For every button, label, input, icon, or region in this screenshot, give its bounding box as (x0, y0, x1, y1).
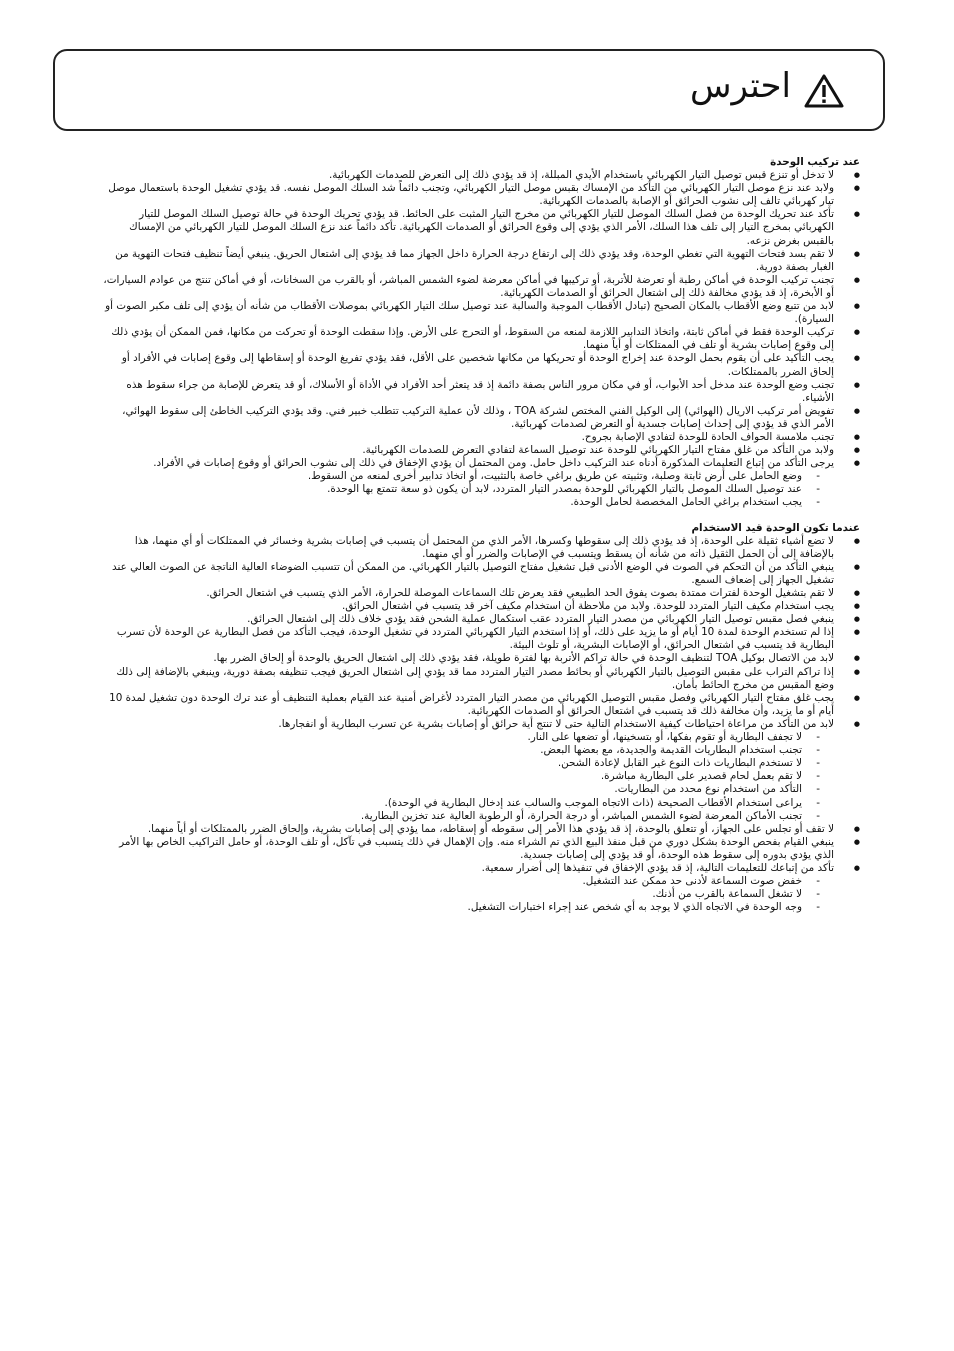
sub-list-item: - لا تجفف البطارية أو تقوم بفكها، أو بتسخينها، أو تضعها على النار. (100, 731, 860, 744)
list-item: ● لا تقم بتشغيل الوحدة لفترات ممتدة بصوت يفوق الحد الطبيعي فقد يعرض تلك السماعات الموصلة للحرارة، الأمر الذي يتسبب في اشتعال الحرائق. (100, 587, 860, 600)
usage-list (100, 535, 860, 731)
list-item: ● يجب التأكيد على أن يقوم بحمل الوحدة عند إخراج الوحدة أو تحريكها من مكانها شخصين على الأقل، فقد يؤدي تفريغ الوحدة أو إسقاطها إلى وقوع إصابات في الأفراد أو إلحاق الضرر بالممتلكات. (100, 352, 860, 378)
install-heading: عند تركيب الوحدة (770, 156, 860, 168)
list-item: ● لا تضع أشياء ثقيلة على الوحدة، إذ قد يؤدي ذلك إلى سقوطها وكسرها، الأمر الذي من المحتمل أن يتسبب في إصابات بشرية وخسائر في الممتلكات أو أي منهما، هذا بالإضافة إلى أن الحمل الثقيل ذاته من شأنه أن يسقط ويتسبب في الإصابات والضرر أو أي منهما. (100, 535, 860, 561)
caution-title: احترس (690, 66, 791, 106)
list-item: ● ينبغي القيام بفحص الوحدة بشكل دوري من قبل منفذ البيع الذي تم الشراء منه. وإن الإهمال في ذلك يتسبب في تآكل، أو تلف الوحدة، أو حامل التراكيب الخاص بها الأمر الذي يؤدي بدوره إلى سقوط هذه الوحدة، أو قد يؤدي إلى إصابات جسدية. (100, 836, 860, 862)
list-item: ● ينبغي فصل مقبس توصيل التيار الكهربائي من مصدر التيار المتردد عقب استكمال عملية الشحن فقد يؤدي خلاف ذلك إلى اشتعال الحرائق. (100, 613, 860, 626)
list-item: ● يجب استخدام مكيف التيار المتردد للوحدة. ولابد من ملاحظة أن استخدام مكيف آخر قد يتسبب في اشتعال الحرائق. (100, 600, 860, 613)
list-item: ● يجب غلق مفتاح التيار الكهربائي وفصل مقبس التوصيل الكهربائي من مصدر التيار المتردد لأغراض أمنية عند القيام بعملية التنظيف أو عند ترك الوحدة دون تشغيل لمدة 10 أيام أو ما يزيد، وأن مخالفة ذلك قد يتسبب في اشتعال الحرائق أو الصدمات الكهربائية. (100, 692, 860, 718)
sub-list-item: - تجنب الأماكن المعرضة لضوء الشمس المباشر، أو درجة الحرارة، أو الرطوبة العالية عند تخزين البطارية. (100, 810, 860, 823)
list-item: ● إذا تراكم التراب على مقبس التوصيل بالتيار الكهربائي أو بحائط مصدر التيار المتردد مما قد يؤدي إلى اشتعال الحريق فيجب تنظيفه بصفة دورية، وينبغي بالإضافة إلى ذلك وضع المقبس من مخرج الحائط بأمان. (100, 666, 860, 692)
list-item: ● لابد من الاتصال بوكيل TOA لتنظيف الوحدة في حالة تراكم الأتربة بها لفترة طويلة، فقد يؤدي ذلك إلى اشتعال الحريق بالوحدة أو إلحاق الضرر بها. (100, 652, 860, 665)
list-item: ● لابد من التأكد من مراعاة احتياطات كيفية الاستخدام التالية حتى لا تنتج أية حرائق أو إصابات بشرية عن تسرب البطارية أو انفجارها. (100, 718, 860, 731)
sub-list-item: - تجنب استخدام البطاريات القديمة والجديدة، مع بعضها البعض. (100, 744, 860, 757)
list-item: ● إذا لم تستخدم الوحدة لمدة 10 أيام أو ما يزيد على ذلك، أو إذا استخدم التيار الكهربائي المتردد في تشغيل الوحدة، فيجب التأكد من فصل البطارية عن الوحدة لأن تسرب البطارية قد يتسبب في اشتعال الحرائق، أو الإصابات البشرية، أو تلوث البيئة. (100, 626, 860, 652)
sub-list-item: - عند توصيل السلك الموصل بالتيار الكهربائي للوحدة بمصدر التيار المتردد، لابد أن يكون ذو سعة تتمتع بها الوحدة. (100, 483, 860, 496)
sub-list-item: - وضع الحامل على أرض ثابتة وصلبة، وتثبيته عن طريق براغي خاصة بالتثبيت، أو اتخاذ تدابير أخرى لمنعه من السقوط. (100, 470, 860, 483)
hearing-sub-list (100, 875, 860, 914)
sub-list-item: - لا تستخدم البطاريات ذات النوع غير القابل لإعادة الشحن. (100, 757, 860, 770)
battery-sub-list (100, 731, 860, 823)
list-item: ● تأكد من إتباعك للتعليمات التالية، إذ قد يؤدي الإخفاق في تنفيذها إلى أضرار سمعية. (100, 862, 860, 875)
usage-list-2 (100, 823, 860, 875)
sub-list-item: - لا تشغل السماعة بالقرب من أذنك. (100, 888, 860, 901)
install-list (100, 169, 860, 470)
sub-list-item: - وجه الوحدة في الاتجاه الذي لا يوجد به أي شخص عند إجراء اختبارات التشغيل. (100, 901, 860, 914)
sub-list-item: - لا تقم بعمل لحام قصدير على البطارية مباشرة. (100, 770, 860, 783)
list-item: ● تركيب الوحدة فقط في أماكن ثابتة، واتخاذ التدابير اللازمة لمنعه من السقوط، أو التحرج على الأرض. وإذا سقطت الوحدة أو تحركت من مكانها، فمن الممكن أن يؤدي ذلك إلى وقوع إصابات بشرية أو تلف في الممتلكات أو أياً منهما. (100, 326, 860, 352)
list-item: ● لا تدخل أو تنزع قبس توصيل التيار الكهربائي باستخدام الأيدي المبللة، إذ قد يؤدي ذلك إلى التعرض للصدمات الكهربائية. (100, 169, 860, 182)
list-item: ● تفويض أمر تركيب الاريال (الهوائي) إلى الوكيل الفني المختص لشركة TOA ، وذلك لأن عملية التركيب تتطلب خبير فني. وقد يؤدي التركيب الخاطئ إلى سقوط الهوائي، الأمر الذي قد يؤدي إلى إحداث إصابات جسدية أو التعرض لصدمات كهربائية. (100, 405, 860, 431)
rack-sub-list (100, 470, 860, 509)
sub-list-item: - التأكد من استخدام نوع محدد من البطاريات. (100, 783, 860, 796)
list-item: ● ولابد من التأكد من غلق مفتاح التيار الكهربائي للوحدة عند توصيل السماعة لتفادي التعرض للصدمات الكهربائية. (100, 444, 860, 457)
usage-heading: عندما تكون الوحدة قيد الاستخدام (691, 521, 860, 534)
caution-content (100, 156, 860, 914)
warning-triangle-icon (804, 74, 844, 108)
list-item: ● لا تقف أو تجلس على الجهاز، أو تتعلق بالوحدة، إذ قد يؤدي هذا الأمر إلى سقوطه أو إسقاطه، مما يؤدي إلى إصابات بشرية، وإلحاق الضرر بالممتلكات أو أياً منهما. (100, 823, 860, 836)
list-item: ● تجنب وضع الوحدة عند مدخل أحد الأبواب، أو في مكان مرور الناس بصفة دائمة إذ قد يتعثر أحد الأفراد في الأداة أو الأسلاك، أو قد يتعرض للإصابة من جراء سقوط هذه الأشياء. (100, 379, 860, 405)
list-item: ● ينبغي التأكد من أن التحكم في الصوت في الوضع الأدنى قبل تشغيل مفتاح التوصيل بالتيار الكهربائي. من الممكن أن تتسبب الضوضاء العالية الناتجة عن الصوت العالي عند تشغيل الجهاز إلى إضعاف السمع. (100, 561, 860, 587)
sub-list-item: - يجب استخدام براغي الحامل المخصصة لحامل الوحدة. (100, 496, 860, 509)
sub-list-item: - يراعى استخدام الأقطاب الصحيحة (ذات الاتجاه الموجب والسالب عند إدخال البطارية في الوحدة). (100, 797, 860, 810)
list-item: ● يرجى التأكد من إتباع التعليمات المذكورة أدناه عند التركيب داخل حامل. ومن المحتمل أن يؤدي الإخفاق في ذلك إلى نشوب الحرائق أو وقوع إصابات في الأفراد. (100, 457, 860, 470)
list-item: ● تجنب تركيب الوحدة في أماكن رطبة أو تعرضة للأتربة، أو تركيبها في أماكن معرضة لضوء الشمس المباشر، أو بالقرب من السخانات، أو في أماكن تنتج من عوادم السيارات، أو الأبخرة، إذ قد يؤدي مخالفة ذلك إلى اشتعال الحرائق أو الصدمات الكهربائية. (100, 274, 860, 300)
list-item: ● تجنب ملامسة الحواف الحادة للوحدة لتفادي الإصابة بجروح. (100, 431, 860, 444)
list-item: ● لا تقم بسد فتحات التهوية التي تغطي الوحدة، وقد يؤدي ذلك إلى ارتفاع درجة الحرارة داخل الجهاز مما قد يؤدي إلى اشتعال الحريق. ينبغي أيضاً تنظيف فتحات التهوية من الغبار بصفة دورية. (100, 248, 860, 274)
list-item: ● ولابد عند نزع موصل التيار الكهربائي من التأكد من الإمساك بقبس موصل التيار الكهربائي، وتجنب دائماً شد السلك الموصل نفسه. قد يؤدي تشغيل الوحدة باستعمال موصل تيار كهربائي تالف إلى نشوب الحرائق أو الإصابة بالصدمات الكهربائية. (100, 182, 860, 208)
sub-list-item: - خفض صوت السماعة لأدنى حد ممكن عند التشغيل. (100, 875, 860, 888)
list-item: ● تأكد عند تحريك الوحدة من فصل السلك الموصل للتيار الكهربائي من مخرج التيار المثبت على الحائط. قد يؤدي تحريك الوحدة في حالة توصيل السلك الموصل للتيار الكهربائي بمخرج التيار إلى تلف هذا السلك، الأمر الذي يؤدي إلى وقوع الحرائق أو الصدمات الكهربائية. تأكد دائماً عند نزع السلك الموصل للتيار الكهربائي من الإمساك بالقبس بغرض نزعه. (100, 208, 860, 247)
list-item: ● لابد من تتبع وضع الأقطاب بالمكان الصحيح (تبادل الأقطاب الموجبة والسالبة عند توصيل سلك التيار الكهربائي بموصلات الأقطاب من شأنه أن يؤدي إلى تلف مكبر الصوت أو السيارة). (100, 300, 860, 326)
